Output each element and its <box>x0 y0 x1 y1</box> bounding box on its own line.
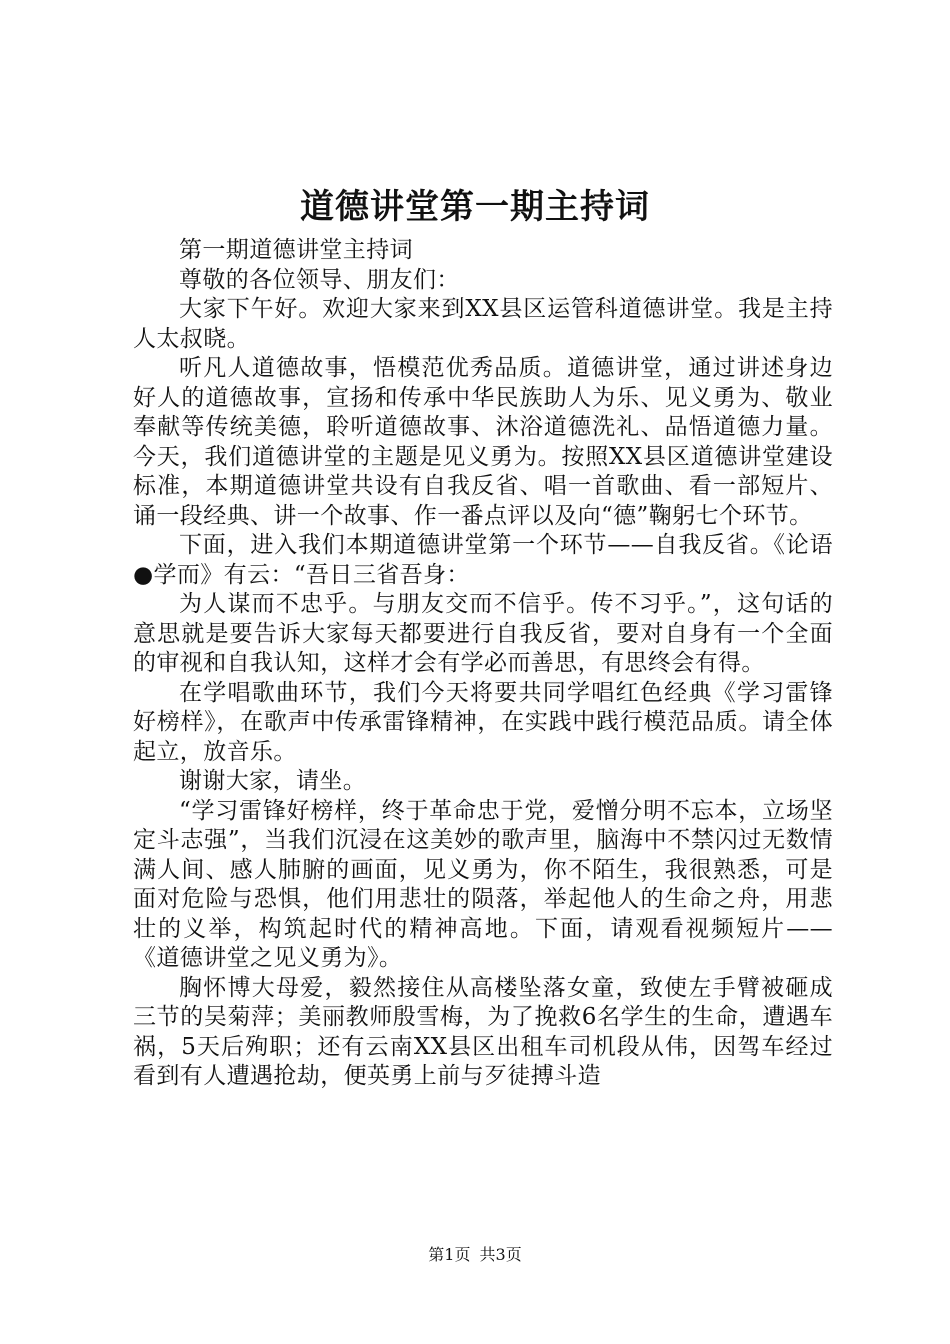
paragraph: 尊敬的各位领导、朋友们： <box>179 266 460 293</box>
page-number: 第1页 <box>428 1245 471 1264</box>
paragraph: 听凡人道德故事，悟模范优秀品质。道德讲堂，通过讲述身边好人的道德故事，宣扬和传承中华民族助人为乐、见义勇为、敬业奉献等传统美德，聆听道德故事、沐浴道德洗礼、品悟道德力量。今天，我们道德讲堂的主题是见义勇为。按照XX县区道德讲堂建设标准，本期道德讲堂共设有自我反省、唱一首歌曲、看一部短片、诵一段经典、讲一个故事、作一番点评以及向“德”鞠躬七个环节。 <box>133 355 833 529</box>
paragraph: 第一期道德讲堂主持词 <box>179 237 413 263</box>
page-footer <box>0 1244 950 1266</box>
paragraph: “学习雷锋好榜样，终于革命忠于党，爱憎分明不忘本，立场坚定斗志强”，当我们沉浸在这美妙的歌声里，脑海中不禁闪过无数情满人间、感人肺腑的画面，见义勇为，你不陌生，我很熟悉，可是面对危险与恐惧，他们用悲壮的陨落，举起他人的生命之舟，用悲壮的义举，构筑起时代的精神高地。下面，请观看视频短片——《道德讲堂之见义勇为》。 <box>133 797 833 971</box>
document-body <box>133 236 833 1092</box>
paragraph: 大家下午好。欢迎大家来到XX县区运管科道德讲堂。我是主持人太叔晓。 <box>133 296 833 352</box>
paragraph: 在学唱歌曲环节，我们今天将要共同学唱红色经典《学习雷锋好榜样》，在歌声中传承雷锋精神，在实践中践行模范品质。请全体起立，放音乐。 <box>133 679 833 765</box>
paragraph: 下面，进入我们本期道德讲堂第一个环节——自我反省。《论语●学而》有云：“吾日三省吾身： <box>133 532 833 588</box>
paragraph: 胸怀博大母爱，毅然接住从高楼坠落女童，致使左手臂被砸成三节的吴菊萍；美丽教师殷雪梅，为了挽救6名学生的生命，遭遇车祸，5天后殉职；还有云南XX县区出租车司机段从伟，因驾车经过看到有人遭遇抢劫，便英勇上前与歹徒搏斗造 <box>133 974 833 1089</box>
page-total: 共3页 <box>479 1245 522 1264</box>
paragraph: 谢谢大家，请坐。 <box>179 768 367 794</box>
paragraph: 为人谋而不忠乎。与朋友交而不信乎。传不习乎。”，这句话的意思就是要告诉大家每天都要进行自我反省，要对自身有一个全面的审视和自我认知，这样才会有学必而善思，有思终会有得。 <box>133 591 833 676</box>
document-title: 道德讲堂第一期主持词 <box>300 187 650 227</box>
